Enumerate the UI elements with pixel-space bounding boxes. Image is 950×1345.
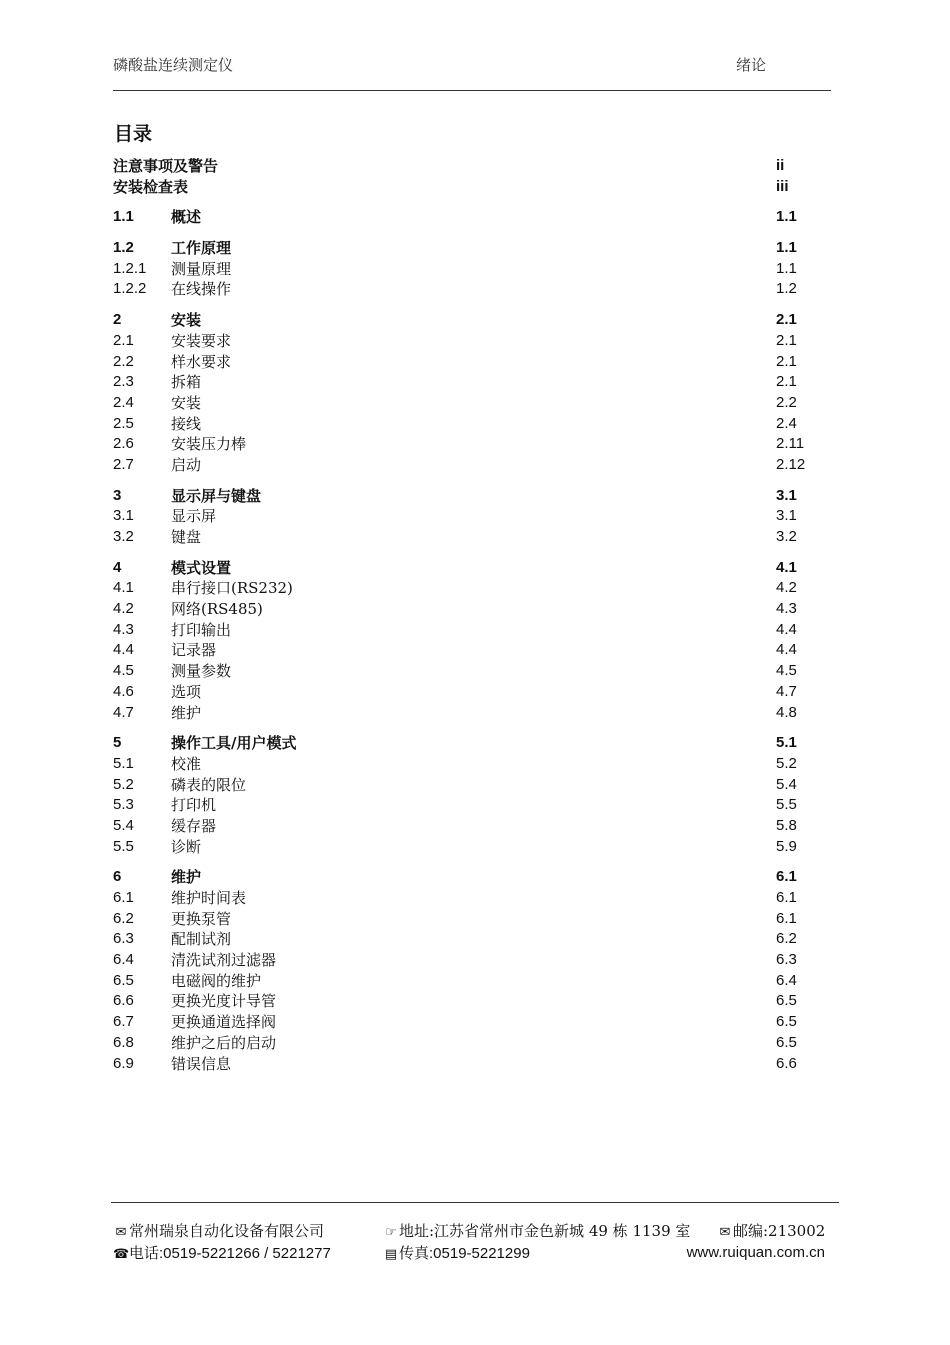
mailbox-icon: ✉	[719, 1225, 731, 1240]
toc-entry-row[interactable]	[113, 352, 831, 373]
toc-spacer	[113, 228, 831, 238]
toc-title: 记录器	[171, 641, 217, 660]
toc-entry-row[interactable]	[113, 259, 831, 280]
toc-title: 拆箱	[171, 373, 202, 392]
toc-entry-row[interactable]	[113, 929, 831, 950]
toc-title: 缓存器	[171, 816, 217, 835]
toc-title: 概述	[171, 208, 202, 227]
toc-heading: 目录	[114, 123, 153, 145]
toc-page-number: 2.12	[776, 455, 806, 473]
toc-page-number: 5.4	[776, 775, 797, 793]
toc-page-number: 3.2	[776, 528, 797, 545]
toc-entry-row[interactable]	[113, 837, 831, 858]
toc-entry-row[interactable]	[113, 703, 831, 724]
toc-title: 清洗试剂过滤器	[171, 951, 277, 970]
telephone-icon: ☎	[113, 1247, 130, 1262]
toc-page-number: 6.2	[776, 930, 797, 948]
toc-page-number: iii	[776, 177, 789, 195]
toc-page-number: 5.9	[776, 837, 797, 855]
toc-title: 磷表的限位	[171, 775, 247, 794]
toc-page-number: 6.4	[776, 971, 797, 989]
toc-entry-row[interactable]	[113, 279, 831, 300]
toc-page-number: 6.5	[776, 1033, 797, 1051]
toc-title: 安装压力棒	[171, 435, 247, 454]
toc-title: 串行接口(RS232)	[171, 579, 293, 598]
toc-number: 6.6	[113, 992, 134, 1010]
table-of-contents	[113, 156, 831, 1074]
toc-number: 1.2	[113, 239, 134, 257]
toc-title: 接线	[171, 414, 202, 433]
toc-section-row[interactable]	[113, 558, 831, 579]
toc-entry-row[interactable]	[113, 640, 831, 661]
toc-number: 3	[113, 486, 122, 504]
toc-page-number: 4.2	[776, 579, 797, 597]
toc-title: 打印输出	[171, 620, 232, 639]
toc-number: 4.2	[113, 600, 134, 618]
toc-section-row[interactable]	[113, 238, 831, 259]
footer-phone: ☎电话:0519-5221266 / 5221277	[113, 1242, 331, 1266]
toc-entry-row[interactable]	[113, 372, 831, 393]
toc-number: 2.3	[113, 373, 134, 391]
page-header	[113, 54, 831, 76]
toc-number: 6.4	[113, 951, 134, 969]
toc-title: 显示屏与键盘	[171, 486, 262, 505]
toc-entry-row[interactable]	[113, 620, 831, 641]
toc-number: 2.5	[113, 414, 134, 432]
toc-title: 键盘	[171, 528, 202, 546]
toc-number: 4.7	[113, 703, 134, 721]
toc-number: 6.5	[113, 971, 134, 989]
footer-address: ☞ 地址:江苏省常州市金色新城 49 栋 1139 室	[383, 1220, 690, 1244]
chapter-title: 绪论	[736, 56, 767, 74]
toc-number: 2	[113, 311, 122, 329]
toc-page-number: 6.6	[776, 1054, 797, 1072]
toc-page-number: 4.7	[776, 682, 797, 700]
toc-spacer	[113, 476, 831, 486]
toc-entry-row[interactable]	[113, 1012, 831, 1033]
footer-fax: ▤ 传真:0519-5221299	[383, 1242, 530, 1266]
toc-spacer	[113, 548, 831, 558]
toc-entry-row[interactable]	[113, 991, 831, 1012]
toc-entry-row[interactable]	[113, 455, 831, 476]
toc-page-number: 2.11	[776, 435, 805, 453]
toc-page-number: 2.1	[776, 331, 797, 349]
toc-title: 校准	[171, 754, 202, 773]
pointing-hand-icon: ☞	[385, 1225, 397, 1240]
envelope-icon: ✉	[115, 1225, 127, 1240]
fax-icon: ▤	[384, 1247, 398, 1262]
toc-page-number: 4.4	[776, 641, 797, 659]
toc-entry-row[interactable]	[113, 1054, 831, 1075]
toc-number: 2.1	[113, 331, 134, 349]
toc-entry-row[interactable]	[113, 795, 831, 816]
toc-page-number: 1.1	[776, 259, 797, 277]
toc-title: 安装要求	[171, 331, 232, 350]
toc-entry-row[interactable]	[113, 599, 831, 620]
toc-number: 5	[113, 734, 122, 752]
toc-entry-row[interactable]	[113, 434, 831, 455]
toc-title: 更换光度计导管	[171, 992, 277, 1011]
toc-page-number: 3.1	[776, 507, 797, 525]
toc-entry-row[interactable]	[113, 816, 831, 837]
toc-number: 4.1	[113, 579, 134, 597]
toc-title: 安装	[171, 393, 202, 412]
toc-page-number: 1.1	[776, 239, 797, 257]
toc-title: 安装	[171, 311, 202, 330]
toc-page-number: 4.3	[776, 600, 797, 618]
toc-number: 5.1	[113, 754, 134, 772]
toc-entry-row[interactable]	[113, 393, 831, 414]
toc-title: 更换通道选择阀	[171, 1013, 277, 1032]
toc-page-number: 4.4	[776, 620, 797, 638]
toc-title: 电磁阀的维护	[171, 971, 262, 990]
toc-title: 样水要求	[171, 352, 232, 371]
toc-number: 1.2.1	[113, 259, 147, 277]
toc-page-number: 6.5	[776, 1013, 797, 1031]
toc-page-number: 4.5	[776, 662, 797, 680]
toc-entry-row[interactable]	[113, 331, 831, 352]
toc-number: 6	[113, 868, 122, 886]
footer-website[interactable]: www.ruiquan.com.cn	[686, 1244, 825, 1261]
toc-title: 启动	[171, 455, 202, 474]
toc-entry-row[interactable]	[113, 527, 831, 548]
toc-title: 模式设置	[171, 558, 232, 577]
toc-page-number: 2.1	[776, 352, 797, 370]
toc-title: 维护	[171, 868, 202, 887]
toc-title: 显示屏	[171, 507, 217, 526]
toc-section-row[interactable]	[113, 156, 831, 177]
toc-page-number: 6.1	[776, 889, 797, 906]
toc-page-number: 6.5	[776, 992, 797, 1010]
toc-page-number: 6.1	[776, 868, 797, 886]
toc-section-row[interactable]	[113, 207, 831, 228]
toc-number: 2.6	[113, 435, 134, 453]
toc-title: 工作原理	[171, 239, 232, 258]
toc-entry-row[interactable]	[113, 1033, 831, 1054]
toc-page-number: 2.2	[776, 393, 797, 411]
toc-title: 网络(RS485)	[171, 600, 263, 619]
toc-title: 选项	[171, 682, 202, 701]
toc-title: 打印机	[171, 796, 217, 815]
toc-spacer	[113, 857, 831, 867]
toc-page-number: 4.1	[776, 558, 797, 576]
toc-entry-row[interactable]	[113, 775, 831, 796]
toc-title: 错误信息	[171, 1054, 232, 1073]
toc-page-number: 2.4	[776, 414, 797, 432]
toc-number: 6.3	[113, 930, 134, 948]
toc-title: 更换泵管	[171, 909, 232, 928]
toc-entry-row[interactable]	[113, 661, 831, 682]
toc-title: 操作工具/用户模式	[171, 734, 297, 753]
toc-entry-row[interactable]	[113, 950, 831, 971]
toc-page-number: 5.8	[776, 816, 797, 834]
toc-page-number: 2.1	[776, 311, 797, 329]
toc-number: 6.2	[113, 909, 134, 927]
toc-number: 4.6	[113, 682, 134, 700]
toc-section-row[interactable]	[113, 310, 831, 331]
toc-entry-row[interactable]	[113, 682, 831, 703]
toc-number: 4.4	[113, 641, 134, 659]
footer-divider	[111, 1202, 839, 1203]
toc-number: 3.1	[113, 507, 134, 525]
toc-spacer	[113, 300, 831, 310]
toc-number: 3.2	[113, 528, 134, 545]
toc-section-row[interactable]	[113, 177, 831, 198]
toc-section-row[interactable]	[113, 733, 831, 754]
toc-number: 4.3	[113, 620, 134, 638]
toc-title: 测量原理	[171, 259, 232, 278]
toc-entry-row[interactable]	[113, 578, 831, 599]
toc-page-number: 6.3	[776, 951, 797, 969]
footer-company: ✉ 常州瑞泉自动化设备有限公司	[113, 1220, 324, 1244]
toc-number: 4	[113, 558, 122, 576]
toc-title: 诊断	[171, 837, 202, 856]
toc-section-row[interactable]	[113, 486, 831, 507]
toc-title: 注意事项及警告	[113, 157, 219, 175]
toc-number: 1.2.2	[113, 280, 147, 298]
toc-spacer	[113, 723, 831, 733]
toc-number: 2.4	[113, 393, 134, 411]
toc-number: 5.5	[113, 837, 134, 855]
toc-page-number: 3.1	[776, 486, 797, 504]
toc-page-number: 1.1	[776, 208, 797, 226]
toc-title: 维护	[171, 703, 202, 722]
toc-number: 6.7	[113, 1013, 134, 1031]
toc-number: 6.8	[113, 1033, 134, 1051]
header-divider	[113, 90, 831, 91]
toc-entry-row[interactable]	[113, 506, 831, 527]
toc-title: 维护之后的启动	[171, 1033, 277, 1052]
toc-number: 2.2	[113, 352, 134, 370]
toc-section-row[interactable]	[113, 867, 831, 888]
toc-number: 5.4	[113, 816, 134, 834]
toc-number: 6.1	[113, 889, 134, 906]
toc-entry-row[interactable]	[113, 754, 831, 775]
toc-title: 维护时间表	[171, 889, 247, 907]
toc-number: 1.1	[113, 208, 134, 226]
toc-spacer	[113, 197, 831, 207]
toc-entry-row[interactable]	[113, 971, 831, 992]
toc-page-number: 6.1	[776, 909, 797, 927]
toc-entry-row[interactable]	[113, 909, 831, 930]
footer-postcode: ✉ 邮编:213002	[717, 1220, 825, 1244]
toc-number: 5.3	[113, 796, 134, 814]
toc-number: 2.7	[113, 455, 134, 473]
toc-entry-row[interactable]	[113, 414, 831, 435]
toc-title: 安装检查表	[113, 177, 189, 196]
toc-number: 5.2	[113, 775, 134, 793]
toc-page-number: 2.1	[776, 373, 797, 391]
page-footer	[113, 1220, 825, 1264]
toc-page-number: 5.2	[776, 754, 797, 772]
toc-number: 4.5	[113, 662, 134, 680]
toc-page-number: 1.2	[776, 280, 797, 298]
toc-number: 6.9	[113, 1054, 134, 1072]
toc-title: 测量参数	[171, 662, 232, 681]
toc-page-number: ii	[776, 157, 785, 174]
toc-page-number: 4.8	[776, 703, 797, 721]
toc-title: 配制试剂	[171, 930, 232, 949]
toc-page-number: 5.1	[776, 734, 797, 752]
toc-title: 在线操作	[171, 280, 232, 299]
toc-entry-row[interactable]	[113, 888, 831, 909]
document-title: 磷酸盐连续测定仪	[113, 56, 234, 74]
toc-page-number: 5.5	[776, 796, 797, 814]
